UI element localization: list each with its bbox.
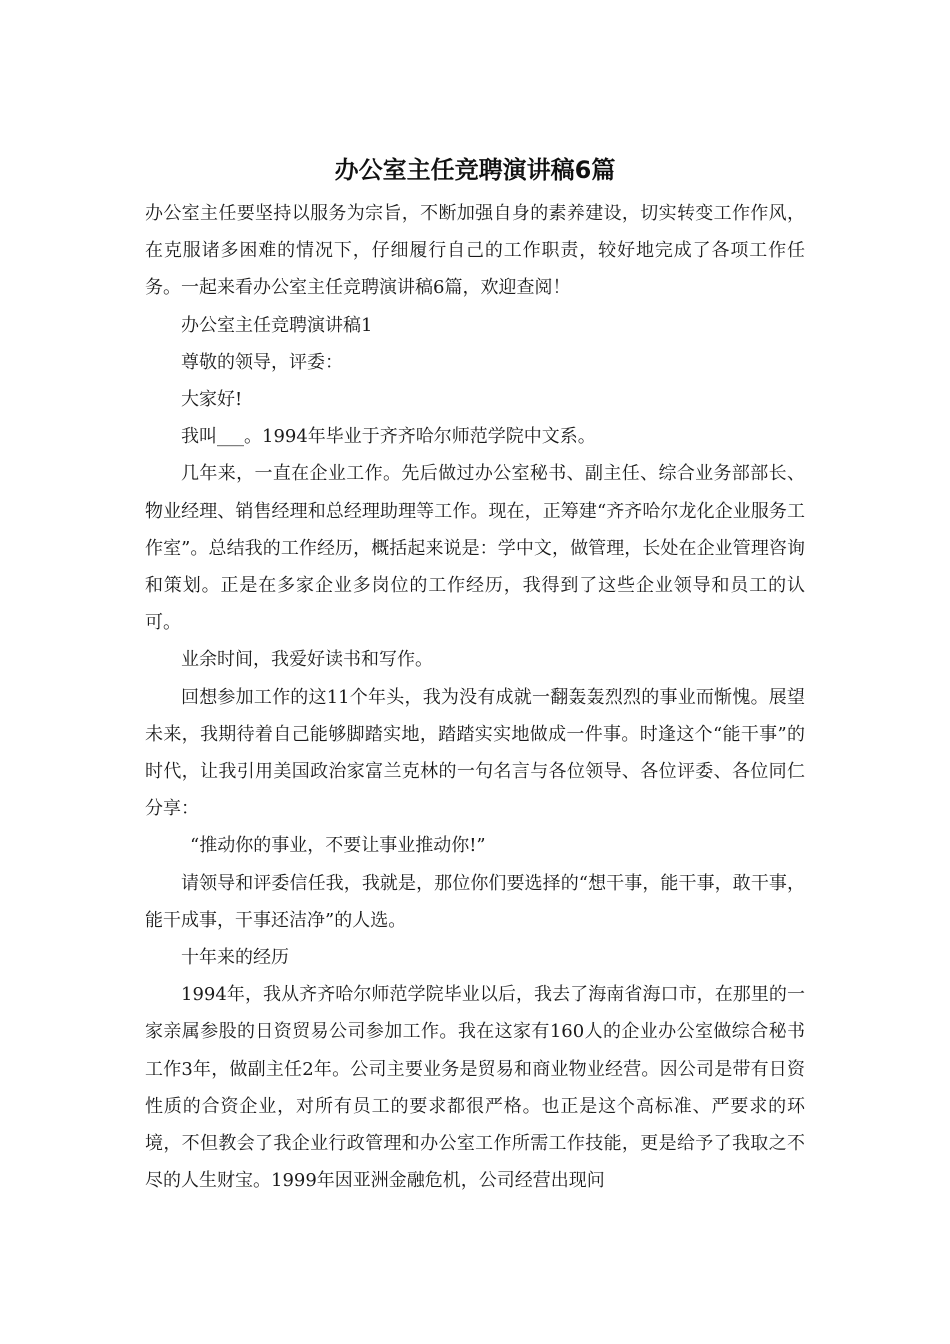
paragraph-quote: “推动你的事业，不要让事业推动你!” (190, 835, 486, 857)
paragraph-hobbies: 业余时间，我爱好读书和写作。 (181, 649, 433, 671)
paragraph-intro: 办公室主任要坚持以服务为宗旨，不断加强自身的素养建设，切实转变工作作风，在克服诸多困难的情况下，仔细履行自己的工作职责，较好地完成了各项工作任务。一起来看办公室主任竞聘演讲稿6篇，欢迎查阅！ (145, 203, 805, 299)
paragraph-section-heading: 办公室主任竞聘演讲稿1 (181, 314, 373, 336)
document-title: 办公室主任竞聘演讲稿6篇 (334, 156, 616, 184)
document-body (145, 195, 805, 1199)
paragraph-request: 请领导和评委信任我，我就是，那位你们要选择的“想干事，能干事，敢干事，能干成事，干事还洁净”的人选。 (145, 872, 805, 931)
paragraph-work-history: 几年来，一直在企业工作。先后做过办公室秘书、副主任、综合业务部部长、物业经理、销售经理和总经理助理等工作。现在，正筹建“齐齐哈尔龙化企业服务工作室”。总结我的工作经历，概括起来说是：学中文，做管理，长处在企业管理咨询和策划。正是在多家企业多岗位的工作经历，我得到了这些企业领导和员工的认可。 (145, 463, 805, 634)
paragraph-greeting: 大家好! (181, 389, 243, 411)
paragraph-reflection: 回想参加工作的这11个年头，我为没有成就一翻轰轰烈烈的事业而惭愧。展望未来，我期待着自己能够脚踏实地，踏踏实实地做成一件事。时逢这个“能干事”的时代，让我引用美国政治家富兰克林的一句名言与各位领导、各位评委、各位同仁分享： (145, 686, 805, 820)
paragraph-subheading: 十年来的经历 (181, 947, 289, 969)
paragraph-experience: 1994年，我从齐齐哈尔师范学院毕业以后，我去了海南省海口市，在那里的一家亲属参股的日资贸易公司参加工作。我在这家有160人的企业办公室做综合秘书工作3年，做副主任2年。公司主要业务是贸易和商业物业经营。因公司是带有日资性质的合资企业，对所有员工的要求都很严格。也正是这个高标准、严要求的环境，不但教会了我企业行政管理和办公室工作所需工作技能，更是给予了我取之不尽的人生财宝。1999年因亚洲金融危机，公司经营出现问 (145, 984, 805, 1192)
paragraph-self-intro: 我叫___。1994年毕业于齐齐哈尔师范学院中文系。 (181, 426, 596, 448)
paragraph-salutation: 尊敬的领导，评委： (181, 351, 343, 373)
